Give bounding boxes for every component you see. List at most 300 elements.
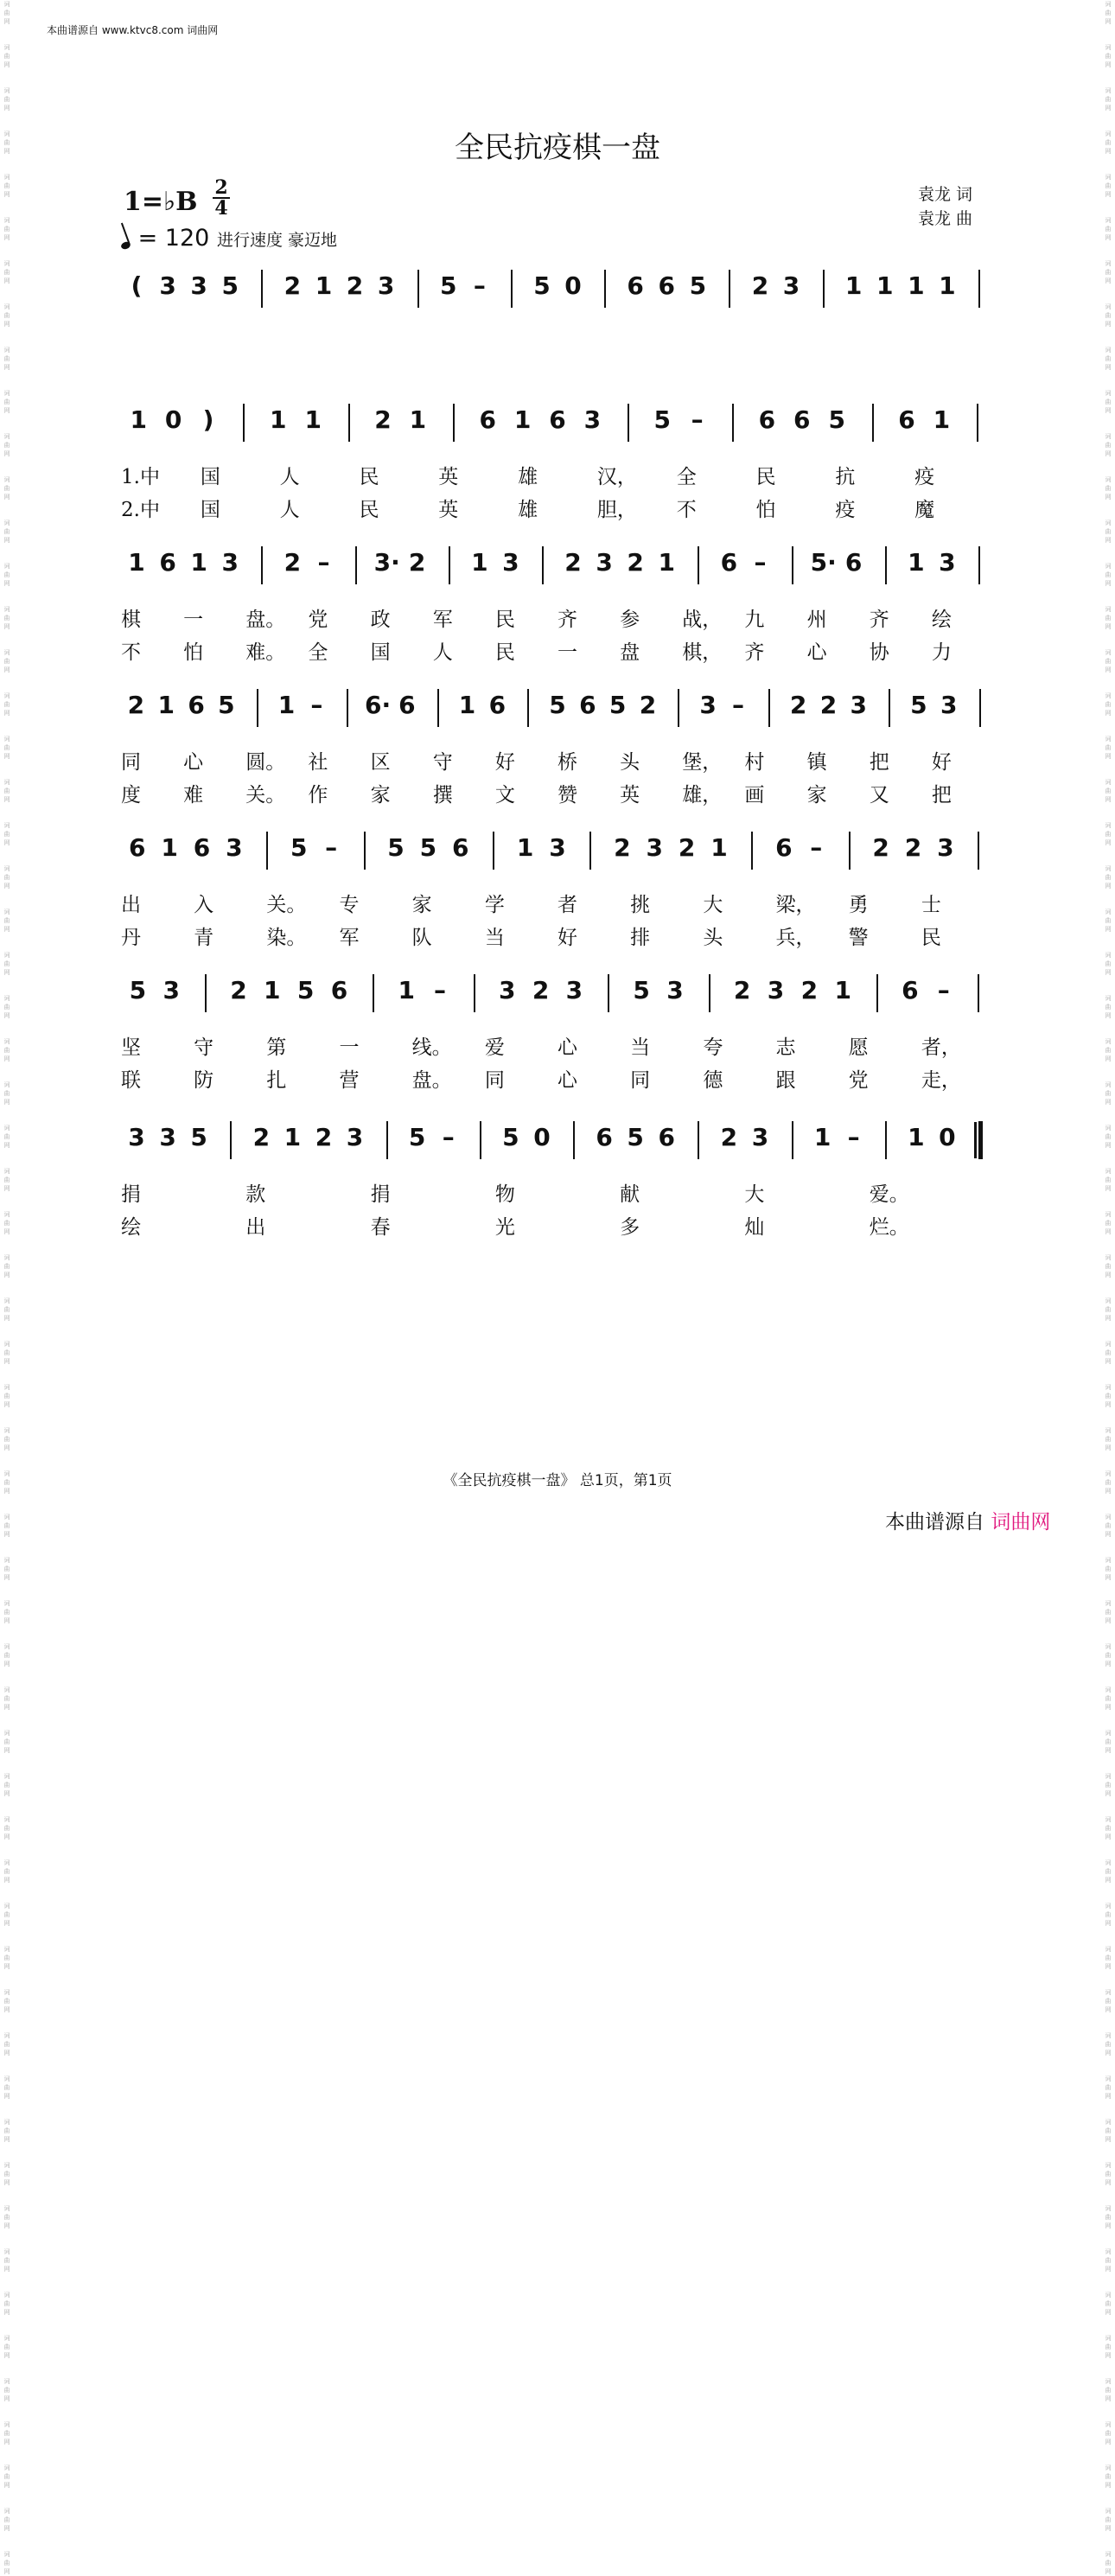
lyric-syllable: 多 [620, 1216, 640, 1239]
note: 2 [252, 1123, 271, 1151]
lyric-syllable: 青 [194, 927, 214, 949]
lyric-syllable: 民 [921, 927, 941, 949]
note: – [754, 548, 767, 577]
note: 1 [264, 976, 281, 1004]
source-watermark: 本曲谱源自 www.ktvc8.com 词曲网 [47, 24, 219, 36]
lyric-syllable: 度 [121, 784, 141, 807]
barline [474, 974, 475, 1012]
note: 6 [330, 976, 348, 1004]
note: 3 [939, 548, 956, 577]
lyric-syllable: 民 [755, 466, 776, 488]
lyric-syllable: 同 [630, 1069, 651, 1092]
lyric-syllable: 勇 [848, 894, 869, 916]
note: 2 [872, 833, 889, 862]
lyric-syllable: 一 [558, 641, 577, 664]
lyric-syllable: 排 [630, 927, 651, 949]
lyric-syllable: 线。 [411, 1036, 452, 1059]
barline [698, 546, 699, 584]
note: 1 [876, 271, 894, 300]
lyric-syllable: 夸 [703, 1036, 723, 1059]
note: 5 [419, 833, 437, 862]
barline [604, 270, 606, 308]
note: 3 [549, 833, 566, 862]
barline [872, 404, 874, 442]
lyric-syllable: 堡， [682, 751, 723, 774]
lyric-syllable: 齐 [558, 609, 577, 631]
note: 6 [452, 833, 469, 862]
note: 6 [128, 833, 146, 862]
barline [978, 832, 979, 870]
barline [386, 1121, 388, 1159]
barline [511, 270, 513, 308]
barline [751, 832, 753, 870]
notation-system [0, 964, 1115, 1119]
barline [205, 974, 207, 1012]
lyric-syllable: 民 [359, 499, 379, 521]
lyric-syllable: 爱 [484, 1036, 505, 1059]
lyric-syllable: 难。 [245, 641, 286, 664]
note: 5 [627, 1123, 644, 1151]
lyric-syllable: 力 [931, 641, 952, 664]
lyric-syllable: 德 [703, 1069, 723, 1092]
lyric-syllable: 画 [744, 784, 765, 807]
lyric-syllable: 走， [921, 1069, 961, 1092]
lyric-syllable: 入 [194, 894, 214, 916]
note: 6 [479, 405, 496, 434]
lyric-syllable: 胆， [596, 499, 637, 521]
lyric-syllable: 一 [183, 609, 204, 631]
note: 0 [533, 1123, 551, 1151]
notation-system [0, 679, 1115, 834]
note: – [310, 691, 323, 719]
lyric-syllable: 军 [339, 927, 360, 949]
lyric-syllable: 不 [121, 641, 141, 664]
lyric-syllable: 爱。 [869, 1183, 909, 1206]
lyric-syllable: 者， [921, 1036, 961, 1059]
lyric-syllable: 1.中 [121, 466, 160, 488]
lyric-syllable: 区 [370, 751, 391, 774]
lyric-syllable: 作 [308, 784, 328, 807]
note: 5 [653, 405, 671, 434]
barline [849, 832, 851, 870]
lyric-syllable: 协 [869, 641, 889, 664]
lyric-syllable: 春 [370, 1216, 391, 1239]
lyric-syllable: 跟 [775, 1069, 796, 1092]
note: – [325, 833, 338, 862]
lyric-syllable: 心 [183, 751, 204, 774]
lyricist-credit: 袁龙 词 [918, 185, 973, 204]
lyric-syllable: 把 [931, 784, 952, 807]
source-brand-prefix: 本曲谱源自 [885, 1511, 984, 1533]
note: 1 [813, 1123, 831, 1151]
note: 3 [850, 691, 867, 719]
note: 3 [502, 548, 519, 577]
note: 6 [188, 691, 205, 719]
lyric-syllable: 防 [194, 1069, 214, 1092]
note: 5 [408, 1123, 426, 1151]
lyric-syllable: 把 [869, 751, 889, 774]
note: 5 [502, 1123, 519, 1151]
note: 2 [374, 405, 392, 434]
lyric-syllable: 英 [438, 466, 459, 488]
left-edge-watermark: 词 曲 网 词 曲 网 词 曲 网 词 曲 网 词 曲 网 词 曲 网 词 曲 网 词 曲 网 词 曲 网 词 曲 网 词 曲 网 词 曲 网 词 曲 网 词 曲 网 词 曲 网 词 曲 网 词 曲 网 词 曲 网 词 曲 网 词 曲 网 词 曲 网 词 曲 网 词 曲 网 词 曲 网 词 曲 网 词 曲 网 词 曲 网 词 曲 网 词 曲 网 词 曲 网 词 曲 网 词 曲 网 词 曲 网 词 曲 网 词 曲 网 词 曲 网 词 曲 网 词 曲 网 词 曲 网 词 曲 网 词 曲 网 词 曲 网 词 曲 网 词 曲 网 词 曲 网 词 曲 网 词 曲 网 词 曲 网 词 曲 网 词 曲 网 词 曲 网 词 曲 网 词 曲 网 词 曲 网 词 曲 网 词 曲 网 词 曲 网 词 曲 网 词 曲 网 词 曲 网 [3, 1, 10, 2575]
barline [230, 1121, 232, 1159]
lyric-syllable: 难 [183, 784, 204, 807]
composer-credit: 袁龙 曲 [918, 209, 973, 228]
note: 1 [277, 691, 296, 719]
note: 2 [639, 691, 657, 719]
song-title: 全民抗疫棋一盘 [455, 131, 660, 165]
lyric-syllable: 兵， [775, 927, 816, 949]
lyric-syllable: 棋， [682, 641, 723, 664]
barline [876, 974, 878, 1012]
lyric-syllable: 学 [484, 894, 505, 916]
lyric-syllable: 九 [744, 609, 765, 631]
note: 1 [304, 405, 322, 434]
lyric-syllable: 专 [339, 894, 360, 916]
lyric-syllable: 志 [775, 1036, 796, 1059]
note: – [731, 691, 744, 719]
note: 6 [844, 548, 863, 577]
lyric-syllable: 镇 [806, 751, 827, 774]
note: 6 [596, 1123, 613, 1151]
lyric-syllable: 当 [630, 1036, 651, 1059]
lyric-syllable: 好 [494, 751, 515, 774]
lyric-syllable: 撰 [432, 784, 453, 807]
lyric-syllable: 全 [308, 641, 328, 664]
note: 1 [161, 833, 178, 862]
notation-system [0, 1111, 1115, 1266]
note: 2 [819, 691, 838, 719]
note: 2 [904, 833, 922, 862]
lyric-syllable: 警 [848, 927, 869, 949]
note: 0 [939, 1123, 956, 1151]
tempo-marking [121, 225, 337, 252]
lyric-syllable: 国 [370, 641, 391, 664]
lyric-syllable: 人 [279, 499, 300, 521]
note: 1 [128, 548, 145, 577]
note: ( [131, 271, 143, 300]
lyric-syllable: 盘。 [411, 1069, 452, 1092]
note: 2 [800, 976, 819, 1004]
note: 1 [270, 405, 287, 434]
note: 3 [221, 548, 239, 577]
note: 6 [488, 691, 507, 719]
note: 2 [315, 1123, 333, 1151]
lyric-syllable: 献 [620, 1183, 640, 1206]
note: 5 [440, 271, 457, 300]
note: 3 [937, 833, 954, 862]
note: 6· [365, 691, 392, 719]
note: 5 [533, 271, 551, 300]
note: – [810, 833, 823, 862]
note: 3 [751, 1123, 769, 1151]
note: 2 [230, 976, 247, 1004]
barline [678, 689, 679, 727]
note: 3 [767, 976, 785, 1004]
note: 3 [162, 976, 180, 1004]
note: – [847, 1123, 860, 1151]
lyric-syllable: 头 [703, 927, 723, 949]
lyric-syllable: 又 [869, 784, 889, 807]
lyric-syllable: 齐 [869, 609, 889, 631]
lyric-syllable: 者 [558, 894, 577, 916]
note: 1 [710, 833, 728, 862]
lyric-syllable: 梁， [775, 894, 816, 916]
lyric-syllable: 圆。 [245, 751, 286, 774]
note: 2 [733, 976, 751, 1004]
note: 5 [218, 691, 235, 719]
note: 2 [127, 691, 145, 719]
lyric-syllable: 人 [432, 641, 453, 664]
barline [417, 270, 419, 308]
note: 3 [159, 1123, 176, 1151]
note: 3 [940, 691, 958, 719]
note: 1 [409, 405, 427, 434]
note: 5 [828, 405, 845, 434]
lyric-syllable: 棋 [121, 609, 141, 631]
lyric-syllable: 2.中 [121, 499, 160, 521]
note: 1 [939, 271, 956, 300]
note: 5 [608, 691, 627, 719]
barline [542, 546, 544, 584]
barline [347, 689, 348, 727]
note: – [937, 976, 950, 1004]
lyric-syllable: 大 [703, 894, 723, 916]
lyric-syllable: 坚 [121, 1036, 141, 1059]
note: 0 [564, 271, 582, 300]
lyric-syllable: 军 [432, 609, 453, 631]
lyric-syllable: 心 [558, 1069, 577, 1092]
note: 2 [284, 271, 302, 300]
barline [364, 832, 366, 870]
lyric-syllable: 队 [411, 927, 432, 949]
barline [257, 689, 258, 727]
barline [732, 404, 734, 442]
barline [453, 404, 455, 442]
lyric-syllable: 绘 [931, 609, 952, 631]
barline [709, 974, 710, 1012]
note: 5 [129, 976, 147, 1004]
barline [792, 546, 793, 584]
note: 5· [810, 548, 837, 577]
tempo-value: = 120 [137, 225, 210, 252]
barline [768, 689, 770, 727]
note: 1 [471, 548, 488, 577]
lyric-syllable: 州 [806, 609, 827, 631]
barline [480, 1121, 481, 1159]
note: 6 [193, 833, 211, 862]
note: 2 [789, 691, 807, 719]
lyric-syllable: 文 [494, 784, 515, 807]
note: 6 [658, 271, 675, 300]
note: 2 [678, 833, 696, 862]
lyric-syllable: 物 [494, 1183, 515, 1206]
note: 6 [549, 405, 566, 434]
lyric-syllable: 联 [121, 1069, 141, 1092]
note: 6 [902, 976, 919, 1004]
lyric-syllable: 盘。 [245, 609, 286, 631]
note: 2 [564, 548, 582, 577]
lyric-syllable: 挑 [630, 894, 651, 916]
lyric-syllable: 桥 [558, 751, 577, 774]
lyric-syllable: 一 [339, 1036, 360, 1059]
lyric-syllable: 社 [308, 751, 328, 774]
lyric-syllable: 党 [848, 1069, 869, 1092]
note: 1 [513, 405, 532, 434]
barline [261, 546, 263, 584]
barline [628, 404, 629, 442]
barline [977, 404, 978, 442]
lyric-syllable: 关。 [266, 894, 307, 916]
note: 1 [284, 1123, 302, 1151]
lyric-syllable: 民 [359, 466, 379, 488]
lyric-syllable: 政 [370, 609, 391, 631]
note: 1 [315, 271, 333, 300]
lyric-syllable: 疫 [914, 466, 935, 488]
note: 2 [408, 548, 426, 577]
lyric-syllable: 烂。 [869, 1216, 909, 1239]
note: 6 [627, 271, 644, 300]
page-footer: 《全民抗疫棋一盘》 总1页，第1页 [443, 1472, 672, 1489]
note: 1 [516, 833, 534, 862]
note: 5 [689, 271, 707, 300]
note: 2 [346, 271, 364, 300]
lyric-syllable: 光 [494, 1216, 515, 1239]
note: 1 [844, 271, 863, 300]
barline [449, 546, 450, 584]
note: 6 [159, 548, 176, 577]
tempo-description: 进行速度 豪迈地 [216, 231, 337, 250]
time-signature-bottom: 4 [214, 197, 228, 220]
lyric-syllable: 雄 [518, 499, 538, 521]
note: 1 [190, 548, 207, 577]
lyric-syllable: 扎 [266, 1069, 287, 1092]
lyric-syllable: 汉， [596, 466, 637, 488]
barline [698, 1121, 699, 1159]
note: 6 [579, 691, 596, 719]
lyric-syllable: 营 [339, 1069, 360, 1092]
note: 6 [720, 548, 738, 577]
note: 3 [190, 271, 207, 300]
barline [608, 974, 609, 1012]
barline [373, 974, 374, 1012]
note: 2 [532, 976, 550, 1004]
lyric-syllable: 战， [682, 609, 723, 631]
note: 1 [398, 976, 415, 1004]
note: 3 [565, 976, 583, 1004]
barline [437, 689, 439, 727]
notation-system [0, 259, 1115, 415]
note: ) [202, 405, 214, 434]
barline [885, 546, 887, 584]
barline [978, 974, 979, 1012]
note: 5 [633, 976, 650, 1004]
note: 3 [699, 691, 717, 719]
note: 5 [387, 833, 405, 862]
lyric-syllable: 关。 [245, 784, 286, 807]
barline [823, 270, 825, 308]
note: 1 [908, 271, 925, 300]
lyric-syllable: 疫 [835, 499, 856, 521]
barline [527, 689, 529, 727]
lyric-syllable: 英 [620, 784, 640, 807]
note: 1 [908, 1123, 925, 1151]
note: 5 [221, 271, 239, 300]
note: 2 [627, 548, 644, 577]
barline [889, 689, 890, 727]
lyric-syllable: 心 [558, 1036, 577, 1059]
note: 3 [583, 405, 602, 434]
barline [792, 1121, 793, 1159]
note: 6 [758, 405, 776, 434]
note: 3 [646, 833, 663, 862]
source-brand [885, 1506, 1050, 1534]
barline [978, 546, 980, 584]
lyric-syllable: 丹 [121, 927, 141, 949]
note: – [691, 405, 704, 434]
lyric-syllable: 大 [744, 1183, 765, 1206]
right-edge-watermark: 词 曲 网 词 曲 网 词 曲 网 词 曲 网 词 曲 网 词 曲 网 词 曲 网 词 曲 网 词 曲 网 词 曲 网 词 曲 网 词 曲 网 词 曲 网 词 曲 网 词 曲 网 词 曲 网 词 曲 网 词 曲 网 词 曲 网 词 曲 网 词 曲 网 词 曲 网 词 曲 网 词 曲 网 词 曲 网 词 曲 网 词 曲 网 词 曲 网 词 曲 网 词 曲 网 词 曲 网 词 曲 网 词 曲 网 词 曲 网 词 曲 网 词 曲 网 词 曲 网 词 曲 网 词 曲 网 词 曲 网 词 曲 网 词 曲 网 词 曲 网 词 曲 网 词 曲 网 词 曲 网 词 曲 网 词 曲 网 词 曲 网 词 曲 网 词 曲 网 词 曲 网 词 曲 网 词 曲 网 词 曲 网 词 曲 网 词 曲 网 词 曲 网 词 曲 网 词 曲 网 [1105, 1, 1112, 2575]
note: 5 [296, 976, 315, 1004]
note: 3 [377, 271, 395, 300]
lyric-syllable: 雄 [518, 466, 538, 488]
note: 2 [751, 271, 769, 300]
lyric-syllable: 怕 [183, 641, 204, 664]
lyric-syllable: 抗 [835, 466, 856, 488]
lyric-syllable: 士 [921, 894, 941, 916]
time-signature [213, 178, 230, 218]
lyric-syllable: 家 [806, 784, 827, 807]
note: 3 [128, 1123, 145, 1151]
barline [978, 270, 980, 308]
lyric-syllable: 第 [266, 1036, 287, 1059]
note: 3 [226, 833, 243, 862]
barline [266, 832, 268, 870]
note: 3 [782, 271, 800, 300]
lyric-syllable: 齐 [744, 641, 765, 664]
note: – [434, 976, 447, 1004]
lyric-syllable: 家 [370, 784, 391, 807]
lyric-syllable: 盘 [620, 641, 640, 664]
note: 5 [290, 833, 308, 862]
note: 3 [346, 1123, 364, 1151]
lyric-syllable: 好 [931, 751, 952, 774]
lyric-syllable: 民 [494, 609, 515, 631]
note: 6 [775, 833, 793, 862]
note: 1 [908, 548, 925, 577]
lyric-syllable: 雄， [682, 784, 723, 807]
lyric-syllable: 灿 [744, 1216, 765, 1239]
notation-system [0, 821, 1115, 977]
note: – [317, 548, 330, 577]
lyric-syllable: 守 [194, 1036, 214, 1059]
note: 1 [834, 976, 851, 1004]
barline [729, 270, 730, 308]
key-signature: 1=♭B [124, 187, 198, 217]
note: 5 [910, 691, 927, 719]
notation-system [0, 536, 1115, 692]
notation-system [0, 393, 1115, 549]
source-brand-name: 词曲网 [991, 1511, 1051, 1533]
lyric-syllable: 英 [438, 499, 459, 521]
lyric-syllable: 守 [432, 751, 453, 774]
final-barline [978, 1121, 983, 1159]
note: 2 [614, 833, 631, 862]
note: 1 [658, 548, 675, 577]
lyric-syllable: 心 [806, 641, 827, 664]
barline [355, 546, 357, 584]
